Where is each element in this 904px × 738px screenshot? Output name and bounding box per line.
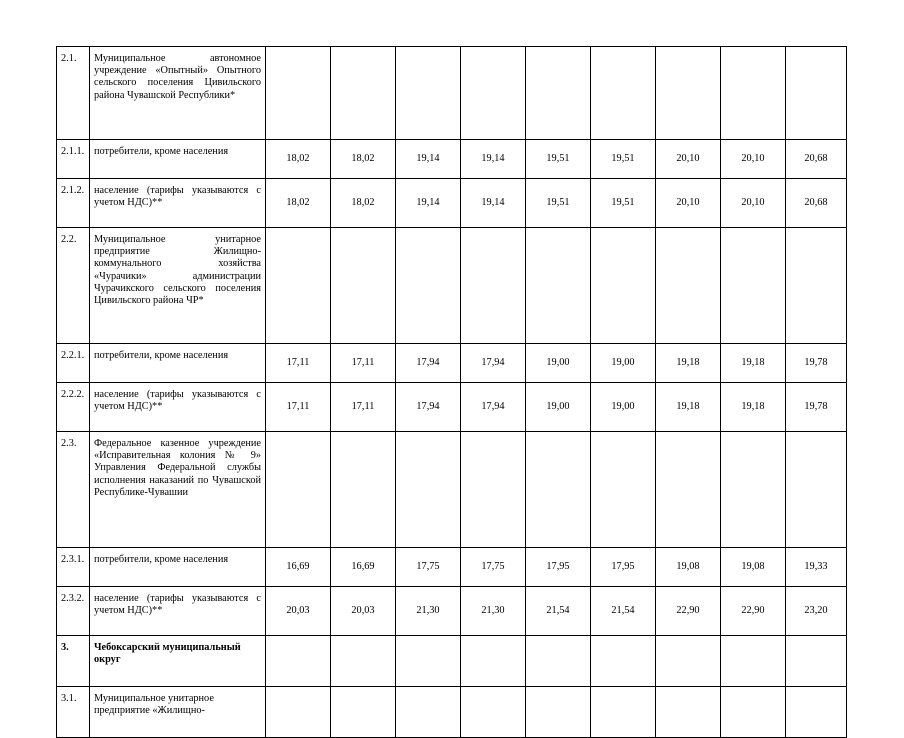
row-name [90, 687, 266, 738]
value-cell [396, 432, 461, 548]
value-cell: 19,51 [591, 179, 656, 228]
value-cell: 20,10 [656, 179, 721, 228]
table-row [57, 432, 847, 548]
row-name-text: население (тарифы указываются с учетом НДС)** [94, 185, 261, 209]
row-number: 2.1. [57, 47, 90, 140]
row-number: 2.3.2. [57, 587, 90, 636]
value-cell [721, 228, 786, 344]
value-cell: 19,78 [786, 344, 847, 383]
row-name [90, 636, 266, 687]
value-cell: 20,68 [786, 179, 847, 228]
value-cell: 20,10 [721, 179, 786, 228]
value-cell: 20,03 [331, 587, 396, 636]
value-cell: 19,18 [656, 344, 721, 383]
table-row [57, 344, 847, 383]
value-cell: 17,95 [526, 548, 591, 587]
table-body [57, 47, 847, 738]
value-cell: 19,14 [396, 140, 461, 179]
table-row [57, 687, 847, 738]
value-cell [331, 432, 396, 548]
value-cell: 19,14 [461, 179, 526, 228]
value-cell [461, 432, 526, 548]
value-cell: 19,00 [591, 383, 656, 432]
value-cell [786, 687, 847, 738]
row-name [90, 432, 266, 548]
value-cell: 19,00 [591, 344, 656, 383]
value-cell: 16,69 [266, 548, 331, 587]
table-row [57, 383, 847, 432]
row-name-text: население (тарифы указываются с учетом НДС)** [94, 389, 261, 413]
value-cell [266, 636, 331, 687]
value-cell: 18,02 [266, 179, 331, 228]
value-cell: 21,30 [396, 587, 461, 636]
value-cell [786, 228, 847, 344]
value-cell [721, 636, 786, 687]
tariff-table [56, 46, 847, 738]
value-cell: 20,03 [266, 587, 331, 636]
value-cell: 17,94 [396, 344, 461, 383]
row-number: 2.3.1. [57, 548, 90, 587]
value-cell [266, 432, 331, 548]
table-row [57, 587, 847, 636]
row-name-text: Федеральное казенное учреждение «Исправительная колония № 9» Управления Федеральной службы исполнения наказаний по Чувашской Республике-Чувашии [94, 438, 261, 498]
value-cell [786, 636, 847, 687]
value-cell: 23,20 [786, 587, 847, 636]
value-cell: 20,68 [786, 140, 847, 179]
value-cell [396, 47, 461, 140]
row-number: 2.3. [57, 432, 90, 548]
value-cell [591, 228, 656, 344]
row-number: 3.1. [57, 687, 90, 738]
value-cell: 19,00 [526, 344, 591, 383]
row-name-text: Муниципальное унитарное предприятие Жилищно-коммунального хозяйства «Чурачики» администрации Чурачикского сельского поселения Цивильского района ЧР* [94, 234, 261, 307]
value-cell [591, 687, 656, 738]
value-cell: 17,94 [461, 344, 526, 383]
value-cell [656, 687, 721, 738]
row-number: 2.1.2. [57, 179, 90, 228]
value-cell: 22,90 [656, 587, 721, 636]
row-name-text: Муниципальное автономное учреждение «Опытный» Опытного сельского поселения Цивильского района Чувашской Республики* [94, 53, 261, 101]
table-row [57, 47, 847, 140]
row-name-text: потребители, кроме населения [94, 554, 229, 565]
value-cell [526, 687, 591, 738]
value-cell: 19,14 [396, 179, 461, 228]
value-cell [526, 47, 591, 140]
value-cell: 19,00 [526, 383, 591, 432]
row-number: 2.2. [57, 228, 90, 344]
value-cell [266, 47, 331, 140]
value-cell [656, 636, 721, 687]
row-name-text: Муниципальное унитарное предприятие «Жилищно- [94, 693, 214, 717]
value-cell [786, 47, 847, 140]
value-cell: 18,02 [331, 140, 396, 179]
table-row [57, 228, 847, 344]
value-cell: 19,51 [591, 140, 656, 179]
value-cell: 17,75 [461, 548, 526, 587]
value-cell: 19,08 [656, 548, 721, 587]
row-name [90, 47, 266, 140]
value-cell: 17,94 [461, 383, 526, 432]
value-cell [331, 47, 396, 140]
value-cell [591, 636, 656, 687]
value-cell: 22,90 [721, 587, 786, 636]
value-cell [591, 432, 656, 548]
value-cell: 19,14 [461, 140, 526, 179]
row-name [90, 179, 266, 228]
value-cell: 17,11 [331, 383, 396, 432]
row-name [90, 228, 266, 344]
value-cell: 19,51 [526, 179, 591, 228]
value-cell: 21,54 [591, 587, 656, 636]
table-row [57, 636, 847, 687]
value-cell [721, 47, 786, 140]
value-cell: 17,75 [396, 548, 461, 587]
value-cell: 19,33 [786, 548, 847, 587]
value-cell [331, 228, 396, 344]
row-name-text: население (тарифы указываются с учетом НДС)** [94, 593, 261, 617]
value-cell: 19,18 [721, 383, 786, 432]
value-cell [656, 47, 721, 140]
row-number: 3. [57, 636, 90, 687]
value-cell: 21,54 [526, 587, 591, 636]
value-cell [526, 228, 591, 344]
value-cell: 17,95 [591, 548, 656, 587]
value-cell: 17,11 [266, 383, 331, 432]
value-cell [721, 687, 786, 738]
row-number: 2.1.1. [57, 140, 90, 179]
row-number: 2.2.1. [57, 344, 90, 383]
value-cell [526, 636, 591, 687]
value-cell [396, 636, 461, 687]
value-cell [656, 228, 721, 344]
row-number: 2.2.2. [57, 383, 90, 432]
value-cell [461, 47, 526, 140]
value-cell: 19,08 [721, 548, 786, 587]
value-cell: 17,11 [266, 344, 331, 383]
value-cell: 17,11 [331, 344, 396, 383]
table-row [57, 140, 847, 179]
value-cell: 21,30 [461, 587, 526, 636]
value-cell [396, 687, 461, 738]
value-cell [266, 687, 331, 738]
row-name-text: потребители, кроме населения [94, 350, 229, 361]
value-cell [656, 432, 721, 548]
value-cell: 19,78 [786, 383, 847, 432]
row-name-text: потребители, кроме населения [94, 146, 229, 157]
row-name-text: Чебоксарский муниципальный округ [94, 642, 241, 666]
value-cell: 20,10 [721, 140, 786, 179]
value-cell: 17,94 [396, 383, 461, 432]
row-name [90, 383, 266, 432]
value-cell: 19,51 [526, 140, 591, 179]
value-cell [526, 432, 591, 548]
value-cell [721, 432, 786, 548]
value-cell [331, 636, 396, 687]
table-row [57, 179, 847, 228]
value-cell [461, 228, 526, 344]
table-row [57, 548, 847, 587]
value-cell [591, 47, 656, 140]
value-cell [266, 228, 331, 344]
row-name [90, 344, 266, 383]
row-name [90, 140, 266, 179]
value-cell [396, 228, 461, 344]
value-cell: 19,18 [656, 383, 721, 432]
value-cell: 18,02 [266, 140, 331, 179]
row-name [90, 587, 266, 636]
value-cell: 16,69 [331, 548, 396, 587]
row-name [90, 548, 266, 587]
value-cell [461, 636, 526, 687]
value-cell: 19,18 [721, 344, 786, 383]
value-cell: 20,10 [656, 140, 721, 179]
value-cell [786, 432, 847, 548]
value-cell: 18,02 [331, 179, 396, 228]
value-cell [331, 687, 396, 738]
value-cell [461, 687, 526, 738]
